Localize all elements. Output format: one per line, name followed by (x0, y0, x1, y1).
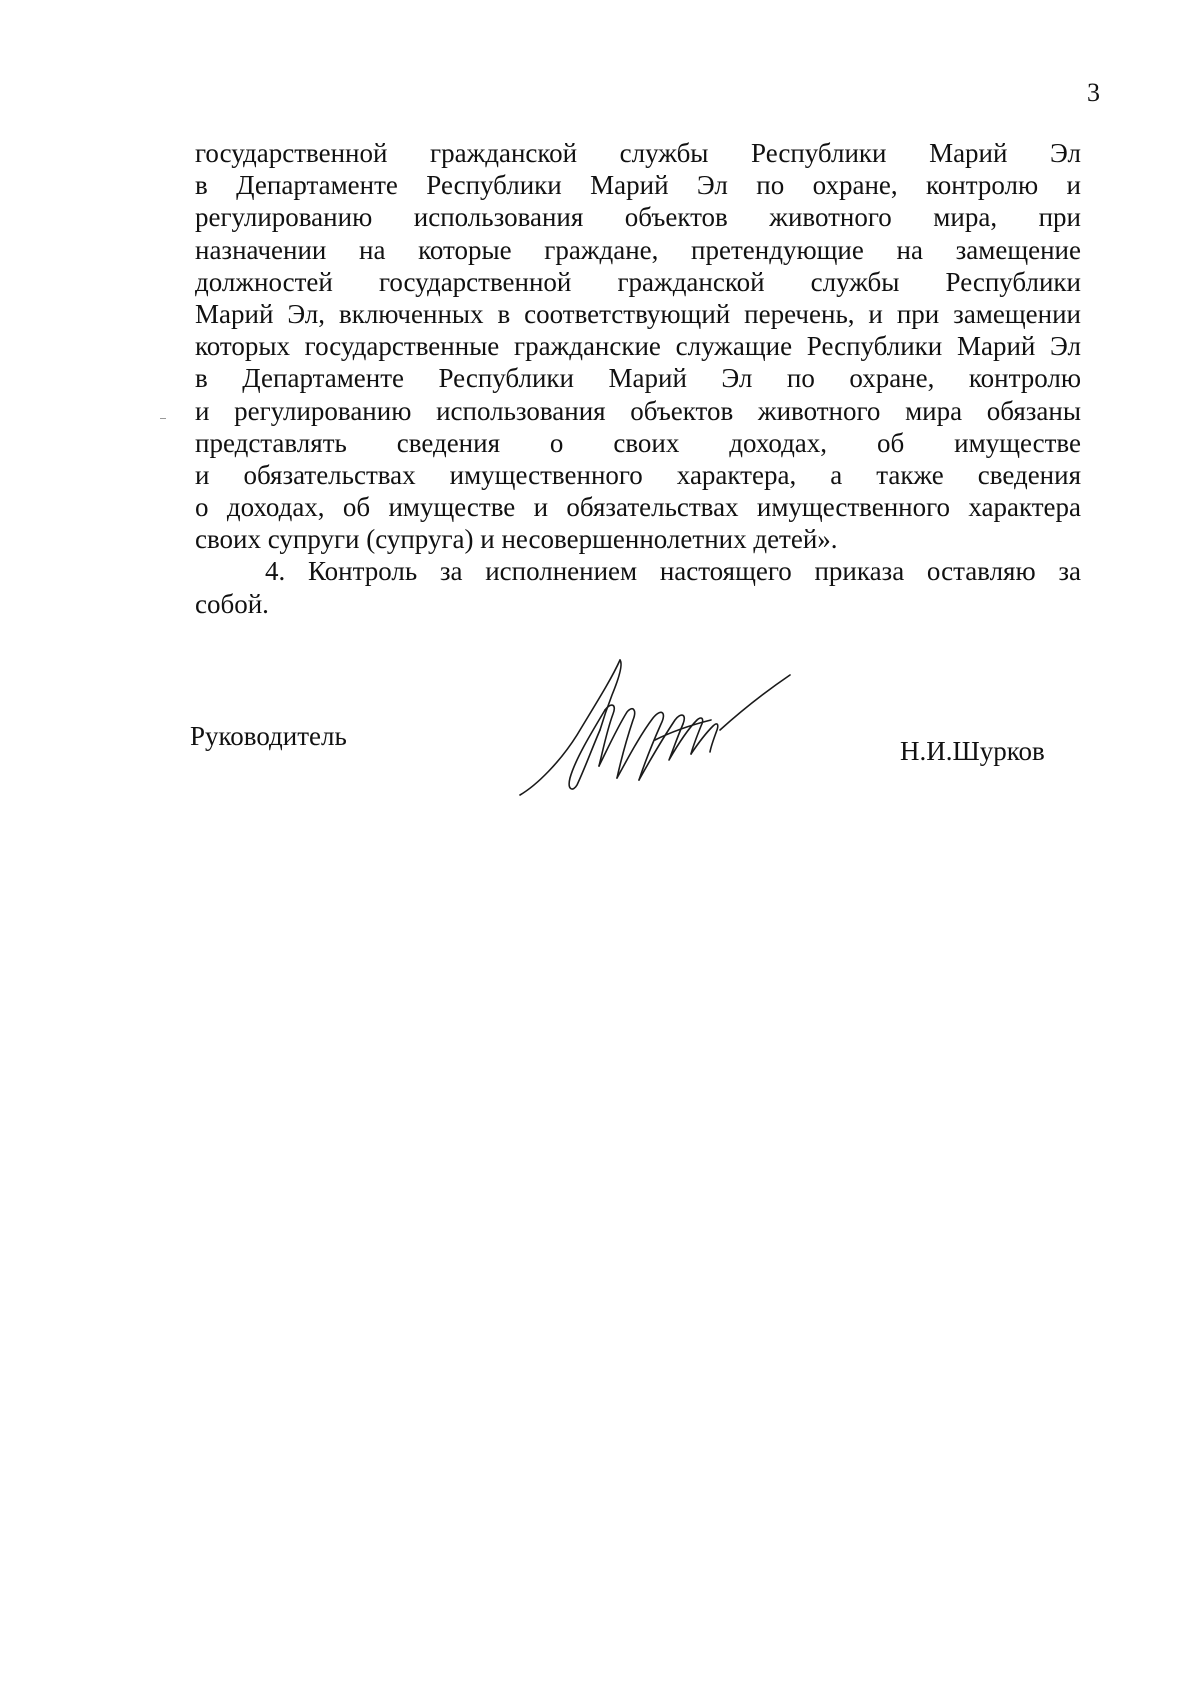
body-text (195, 137, 1081, 620)
text-line: и регулированию использования объектов животного мира обязаны (195, 395, 1081, 426)
margin-mark (160, 418, 166, 419)
signatory-name: Н.И.Шурков (900, 736, 1045, 766)
text-line: представлять сведения о своих доходах, об имуществе (195, 427, 1081, 458)
text-line: Марий Эл, включенных в соответствующий перечень, и при замещении (195, 298, 1081, 329)
handwritten-signature (515, 650, 795, 800)
paragraph-4-line: 4. Контроль за исполнением настоящего приказа оставляю за (265, 556, 1081, 587)
page-number: 3 (1087, 78, 1100, 107)
text-line: своих супруги (супруга) и несовершеннолетних детей». (195, 524, 838, 555)
text-line: должностей государственной гражданской службы Республики (195, 266, 1081, 297)
text-line: назначении на которые граждане, претендующие на замещение (195, 234, 1081, 265)
text-line: государственной гражданской службы Республики Марий Эл (195, 138, 1081, 168)
text-line: в Департаменте Республики Марий Эл по охране, контролю и (195, 170, 1081, 201)
text-line: и обязательствах имущественного характера, а также сведения (195, 459, 1081, 490)
text-line: о доходах, об имуществе и обязательствах имущественного характера (195, 492, 1081, 523)
signatory-title: Руководитель (190, 721, 347, 751)
text-line: которых государственные гражданские служащие Республики Марий Эл (195, 331, 1081, 362)
text-line: в Департаменте Республики Марий Эл по охране, контролю (195, 363, 1081, 394)
text-line: собой. (195, 588, 269, 619)
text-line: регулированию использования объектов животного мира, при (195, 202, 1081, 233)
